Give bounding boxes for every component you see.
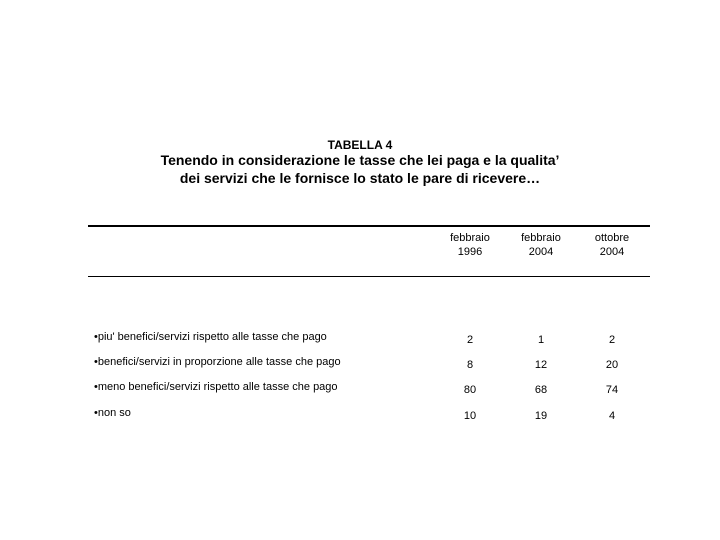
column-header-year: 1996 <box>457 246 483 258</box>
table-cell: 20 <box>605 359 619 371</box>
column-header-feb-1996 <box>435 231 505 259</box>
table-cell: 80 <box>463 384 477 396</box>
row-label: •piu' benefici/servizi rispetto alle tasse che pago <box>94 331 327 343</box>
table-cell: 2 <box>608 334 616 346</box>
table-cell: 2 <box>466 334 474 346</box>
column-header-year: 2004 <box>528 246 554 258</box>
table-label: TABELLA 4 <box>327 138 393 152</box>
table-cell: 12 <box>534 359 548 371</box>
table-cell: 4 <box>608 410 616 422</box>
row-label: •benefici/servizi in proporzione alle tasse che pago <box>94 356 341 368</box>
table-header-rule <box>88 276 650 277</box>
row-label: •non so <box>94 407 131 419</box>
column-header-month: febbraio <box>450 232 490 244</box>
row-label: •meno benefici/servizi rispetto alle tasse che pago <box>94 381 338 393</box>
column-header-year: 2004 <box>599 246 625 258</box>
column-header-month: febbraio <box>521 232 561 244</box>
table-title-line-2: dei servizi che le fornisce lo stato le pare di ricevere… <box>179 170 541 186</box>
table-title-line-1: Tenendo in considerazione le tasse che lei paga e la qualita’ <box>160 152 560 168</box>
table-cell: 68 <box>534 384 548 396</box>
column-header-feb-2004 <box>506 231 576 259</box>
table-top-rule <box>88 225 650 227</box>
table-cell: 74 <box>605 384 619 396</box>
table-cell: 10 <box>463 410 477 422</box>
table-cell: 19 <box>534 410 548 422</box>
table-cell: 8 <box>466 359 474 371</box>
column-header-oct-2004 <box>577 231 647 259</box>
table-cell: 1 <box>537 334 545 346</box>
column-header-month: ottobre <box>594 232 630 244</box>
